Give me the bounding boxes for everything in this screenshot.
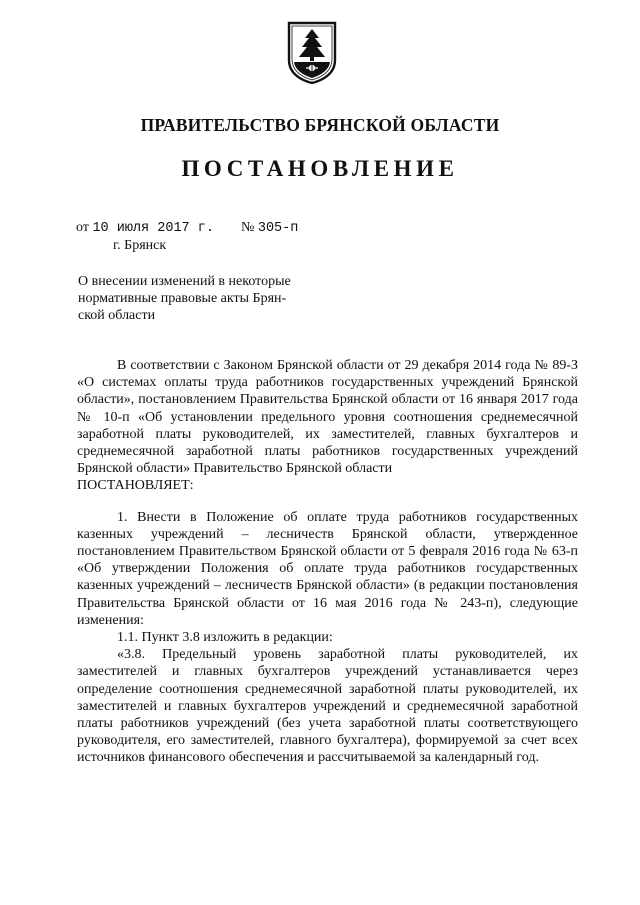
document-number: 305-п [257, 221, 299, 236]
date-and-number-line [76, 220, 299, 236]
bryansk-coat-of-arms-icon [286, 20, 338, 84]
government-title: ПРАВИТЕЛЬСТВО БРЯНСКОЙ ОБЛАСТИ [140, 115, 500, 135]
item-1-paragraph: 1. Внести в Положение об оплате труда работников государственных казенных учреждений – лесничеств Брянской области, утвержденное постановлением Правительством Брянской области от 5 февраля 2016 года № 63-п «Об утверждении Положения об оплате труда работников государственных казенных учреждений – лесничеств Брянской области» (в редакции постановления Правительства Брянской области от 16 мая 2016 года № 243-п), следующие изменения: [77, 509, 578, 628]
resolves-heading: ПОСТАНОВЛЯЕТ: [77, 478, 194, 494]
city: г. Брянск [113, 238, 167, 253]
item-1-1-paragraph: 1.1. Пункт 3.8 изложить в редакции: [117, 630, 333, 646]
preamble-paragraph: В соответствии с Законом Брянской области от 29 декабря 2014 года № 89-З «О системах оплаты труда работников государственных учреждений Брянской области», постановлением Правительства Брянской области от 16 января 2017 года № 10-п «Об установлении предельного уровня соотношения среднемесячной заработной платы руководителей, их заместителей, главных бухгалтеров и среднемесячной заработной платы работников государственных учреждений Брянской области» Правительство Брянской области [77, 358, 578, 477]
document-date: 10 июля 2017 г. [92, 221, 214, 236]
document-body [77, 357, 578, 767]
document-type-title: ПОСТАНОВЛЕНИЕ [181, 156, 459, 181]
number-prefix: № [241, 220, 255, 235]
document-subject [78, 273, 318, 324]
quoted-clause-paragraph: «3.8. Предельный уровень заработной платы руководителей, их заместителей и главных бухгалтеров учреждений устанавливается через определение соотношения среднемесячной заработной платы руководителей, их заместителей и главных бухгалтеров учреждений и среднемесячной заработной платы работников учреждений (без учета заработной платы соответствующего руководителя, его заместителей, главного бухгалтера), формируемой за счет всех источников финансового обеспечения и рассчитываемой за календарный год. [77, 647, 578, 766]
date-prefix: от [76, 220, 89, 235]
subject-line: нормативные правовые акты Брян- [78, 291, 287, 306]
subject-line: ской области [78, 308, 156, 323]
subject-line: О внесении изменений в некоторые [78, 274, 291, 289]
